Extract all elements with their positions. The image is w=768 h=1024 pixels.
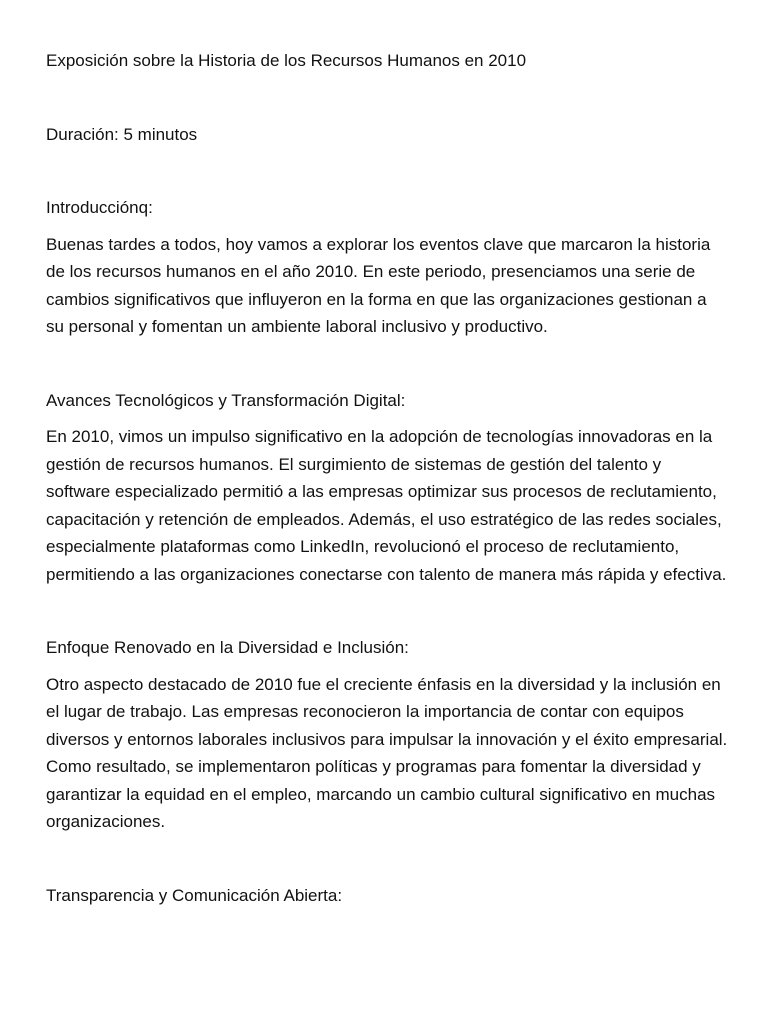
section-heading-technology: Avances Tecnológicos y Transformación Digital:	[46, 390, 406, 410]
document-title: Exposición sobre la Historia de los Recursos Humanos en 2010	[46, 51, 527, 70]
section-body-diversity: Otro aspecto destacado de 2010 fue el creciente énfasis en la diversidad y la inclusión en el lugar de trabajo. Las empresas reconocieron la importancia de contar con equipos diversos y entornos laborales inclusivos para impulsar la innovación y el éxito empresarial. Como resultado, se implementaron políticas y programas para fomentar la diversidad y garantizar la equidad en el empleo, marcando un cambio cultural significativo en muchas organizaciones.	[46, 674, 728, 831]
section-heading-introduction: Introducciónq:	[46, 198, 153, 217]
section-body-introduction: Buenas tardes a todos, hoy vamos a explorar los eventos clave que marcaron la historia de los recursos humanos en el año 2010. En este periodo, presenciamos una serie de cambios significativos que influyeron en la forma en que las organizaciones gestionan a su personal y fomentan un ambiente laboral inclusivo y productivo.	[46, 234, 711, 336]
section-body-technology: En 2010, vimos un impulso significativo en la adopción de tecnologías innovadoras en la gestión de recursos humanos. El surgimiento de sistemas de gestión del talento y software especializado permitió a las empresas optimizar sus procesos de reclutamiento, capacitación y retención de empleados. Además, el uso estratégico de las redes sociales, especialmente plataformas como LinkedIn, revolucionó el proceso de reclutamiento, permitiendo a las organizaciones conectarse con talento de manera más rápida y efectiva.	[46, 427, 727, 584]
section-heading-transparency: Transparencia y Comunicación Abierta:	[46, 885, 343, 905]
section-heading-diversity: Enfoque Renovado en la Diversidad e Inclusión:	[46, 638, 409, 657]
document-duration: Duración: 5 minutos	[46, 124, 198, 144]
